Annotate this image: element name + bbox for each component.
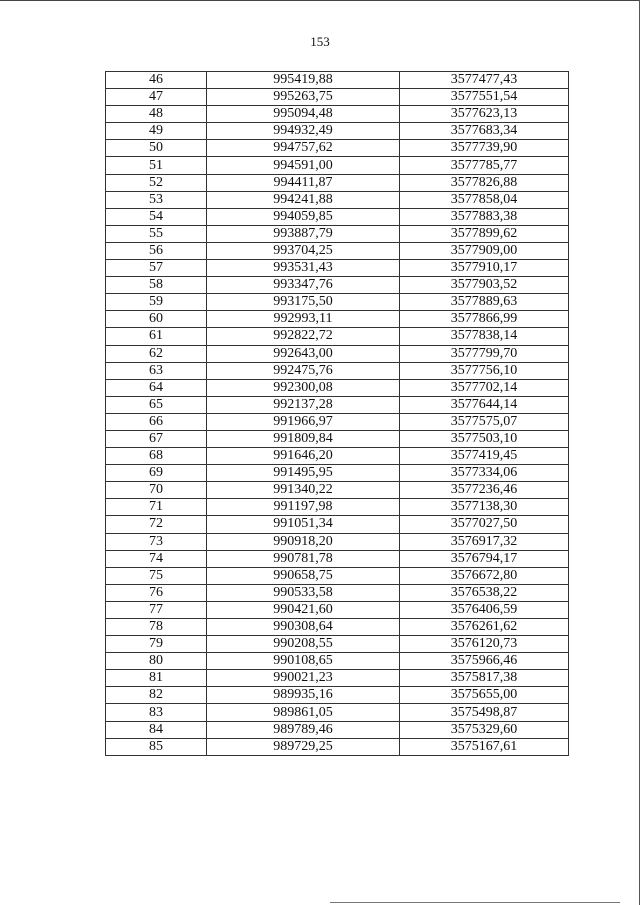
y-coordinate-cell: 3577866,99 [400, 311, 569, 328]
x-coordinate-cell: 995419,88 [207, 72, 400, 89]
point-number-cell: 49 [106, 123, 207, 140]
x-coordinate-cell: 994241,88 [207, 191, 400, 208]
y-coordinate-cell: 3577826,88 [400, 174, 569, 191]
table-row [106, 601, 569, 618]
table-row [106, 294, 569, 311]
table-row [106, 328, 569, 345]
y-coordinate-cell: 3577799,70 [400, 345, 569, 362]
x-coordinate-cell: 994757,62 [207, 140, 400, 157]
table-row [106, 550, 569, 567]
table-row [106, 567, 569, 584]
table-row [106, 174, 569, 191]
table-row [106, 260, 569, 277]
point-number-cell: 73 [106, 533, 207, 550]
point-number-cell: 61 [106, 328, 207, 345]
y-coordinate-cell: 3575655,00 [400, 687, 569, 704]
point-number-cell: 80 [106, 653, 207, 670]
point-number-cell: 83 [106, 704, 207, 721]
coordinates-table-container [105, 71, 568, 756]
x-coordinate-cell: 991197,98 [207, 499, 400, 516]
x-coordinate-cell: 992300,08 [207, 379, 400, 396]
point-number-cell: 71 [106, 499, 207, 516]
y-coordinate-cell: 3575966,46 [400, 653, 569, 670]
x-coordinate-cell: 995094,48 [207, 106, 400, 123]
y-coordinate-cell: 3576406,59 [400, 601, 569, 618]
point-number-cell: 65 [106, 396, 207, 413]
page-number: 153 [310, 34, 330, 49]
point-number-cell: 77 [106, 601, 207, 618]
x-coordinate-cell: 990208,55 [207, 636, 400, 653]
y-coordinate-cell: 3577623,13 [400, 106, 569, 123]
table-row [106, 396, 569, 413]
table-row [106, 721, 569, 738]
y-coordinate-cell: 3577551,54 [400, 89, 569, 106]
table-row [106, 448, 569, 465]
y-coordinate-cell: 3575498,87 [400, 704, 569, 721]
x-coordinate-cell: 990421,60 [207, 601, 400, 618]
point-number-cell: 82 [106, 687, 207, 704]
x-coordinate-cell: 994932,49 [207, 123, 400, 140]
table-row [106, 123, 569, 140]
point-number-cell: 84 [106, 721, 207, 738]
point-number-cell: 78 [106, 619, 207, 636]
point-number-cell: 79 [106, 636, 207, 653]
point-number-cell: 56 [106, 242, 207, 259]
point-number-cell: 81 [106, 670, 207, 687]
y-coordinate-cell: 3576794,17 [400, 550, 569, 567]
x-coordinate-cell: 990781,78 [207, 550, 400, 567]
table-row [106, 345, 569, 362]
table-row [106, 430, 569, 447]
y-coordinate-cell: 3576538,22 [400, 584, 569, 601]
point-number-cell: 57 [106, 260, 207, 277]
table-row [106, 311, 569, 328]
y-coordinate-cell: 3577138,30 [400, 499, 569, 516]
point-number-cell: 58 [106, 277, 207, 294]
x-coordinate-cell: 990108,65 [207, 653, 400, 670]
x-coordinate-cell: 994411,87 [207, 174, 400, 191]
point-number-cell: 69 [106, 465, 207, 482]
y-coordinate-cell: 3577756,10 [400, 362, 569, 379]
table-row [106, 362, 569, 379]
table-row [106, 482, 569, 499]
table-row [106, 106, 569, 123]
point-number-cell: 85 [106, 738, 207, 755]
x-coordinate-cell: 993347,76 [207, 277, 400, 294]
y-coordinate-cell: 3577883,38 [400, 208, 569, 225]
y-coordinate-cell: 3577027,50 [400, 516, 569, 533]
x-coordinate-cell: 991495,95 [207, 465, 400, 482]
table-row [106, 379, 569, 396]
x-coordinate-cell: 989861,05 [207, 704, 400, 721]
x-coordinate-cell: 989729,25 [207, 738, 400, 755]
point-number-cell: 74 [106, 550, 207, 567]
x-coordinate-cell: 992137,28 [207, 396, 400, 413]
point-number-cell: 70 [106, 482, 207, 499]
table-row [106, 636, 569, 653]
table-row [106, 89, 569, 106]
point-number-cell: 55 [106, 225, 207, 242]
point-number-cell: 59 [106, 294, 207, 311]
table-row [106, 157, 569, 174]
y-coordinate-cell: 3577644,14 [400, 396, 569, 413]
point-number-cell: 46 [106, 72, 207, 89]
y-coordinate-cell: 3577838,14 [400, 328, 569, 345]
point-number-cell: 54 [106, 208, 207, 225]
table-row [106, 584, 569, 601]
point-number-cell: 50 [106, 140, 207, 157]
y-coordinate-cell: 3577683,34 [400, 123, 569, 140]
table-row [106, 738, 569, 755]
table-row [106, 242, 569, 259]
coordinates-table [105, 71, 569, 756]
y-coordinate-cell: 3576917,32 [400, 533, 569, 550]
table-row [106, 208, 569, 225]
table-row [106, 670, 569, 687]
point-number-cell: 53 [106, 191, 207, 208]
x-coordinate-cell: 991340,22 [207, 482, 400, 499]
page-top-edge [0, 0, 640, 1]
point-number-cell: 68 [106, 448, 207, 465]
table-row [106, 653, 569, 670]
x-coordinate-cell: 991051,34 [207, 516, 400, 533]
y-coordinate-cell: 3577702,14 [400, 379, 569, 396]
y-coordinate-cell: 3577334,06 [400, 465, 569, 482]
point-number-cell: 75 [106, 567, 207, 584]
x-coordinate-cell: 989789,46 [207, 721, 400, 738]
x-coordinate-cell: 990308,64 [207, 619, 400, 636]
x-coordinate-cell: 992643,00 [207, 345, 400, 362]
y-coordinate-cell: 3577903,52 [400, 277, 569, 294]
x-coordinate-cell: 989935,16 [207, 687, 400, 704]
table-row [106, 413, 569, 430]
point-number-cell: 76 [106, 584, 207, 601]
point-number-cell: 67 [106, 430, 207, 447]
x-coordinate-cell: 995263,75 [207, 89, 400, 106]
x-coordinate-cell: 990021,23 [207, 670, 400, 687]
point-number-cell: 62 [106, 345, 207, 362]
y-coordinate-cell: 3577503,10 [400, 430, 569, 447]
x-coordinate-cell: 991966,97 [207, 413, 400, 430]
y-coordinate-cell: 3576672,80 [400, 567, 569, 584]
y-coordinate-cell: 3577899,62 [400, 225, 569, 242]
table-row [106, 140, 569, 157]
y-coordinate-cell: 3577236,46 [400, 482, 569, 499]
x-coordinate-cell: 993531,43 [207, 260, 400, 277]
table-row [106, 72, 569, 89]
table-row [106, 465, 569, 482]
point-number-cell: 72 [106, 516, 207, 533]
point-number-cell: 52 [106, 174, 207, 191]
table-row [106, 499, 569, 516]
table-row [106, 277, 569, 294]
table-row [106, 533, 569, 550]
point-number-cell: 47 [106, 89, 207, 106]
point-number-cell: 60 [106, 311, 207, 328]
x-coordinate-cell: 992475,76 [207, 362, 400, 379]
point-number-cell: 66 [106, 413, 207, 430]
point-number-cell: 63 [106, 362, 207, 379]
y-coordinate-cell: 3575167,61 [400, 738, 569, 755]
y-coordinate-cell: 3577785,77 [400, 157, 569, 174]
table-row [106, 516, 569, 533]
y-coordinate-cell: 3575817,38 [400, 670, 569, 687]
point-number-cell: 51 [106, 157, 207, 174]
table-row [106, 191, 569, 208]
x-coordinate-cell: 994591,00 [207, 157, 400, 174]
point-number-cell: 48 [106, 106, 207, 123]
x-coordinate-cell: 993887,79 [207, 225, 400, 242]
x-coordinate-cell: 992993,11 [207, 311, 400, 328]
x-coordinate-cell: 994059,85 [207, 208, 400, 225]
table-row [106, 687, 569, 704]
point-number-cell: 64 [106, 379, 207, 396]
y-coordinate-cell: 3575329,60 [400, 721, 569, 738]
page-bottom-edge [330, 902, 620, 903]
table-row [106, 619, 569, 636]
y-coordinate-cell: 3577575,07 [400, 413, 569, 430]
y-coordinate-cell: 3576120,73 [400, 636, 569, 653]
x-coordinate-cell: 993175,50 [207, 294, 400, 311]
coordinates-table-body [106, 72, 569, 756]
y-coordinate-cell: 3577858,04 [400, 191, 569, 208]
y-coordinate-cell: 3577910,17 [400, 260, 569, 277]
y-coordinate-cell: 3576261,62 [400, 619, 569, 636]
x-coordinate-cell: 990658,75 [207, 567, 400, 584]
table-row [106, 704, 569, 721]
x-coordinate-cell: 991809,84 [207, 430, 400, 447]
y-coordinate-cell: 3577739,90 [400, 140, 569, 157]
x-coordinate-cell: 993704,25 [207, 242, 400, 259]
x-coordinate-cell: 992822,72 [207, 328, 400, 345]
y-coordinate-cell: 3577477,43 [400, 72, 569, 89]
x-coordinate-cell: 991646,20 [207, 448, 400, 465]
y-coordinate-cell: 3577419,45 [400, 448, 569, 465]
y-coordinate-cell: 3577889,63 [400, 294, 569, 311]
x-coordinate-cell: 990533,58 [207, 584, 400, 601]
table-row [106, 225, 569, 242]
x-coordinate-cell: 990918,20 [207, 533, 400, 550]
y-coordinate-cell: 3577909,00 [400, 242, 569, 259]
